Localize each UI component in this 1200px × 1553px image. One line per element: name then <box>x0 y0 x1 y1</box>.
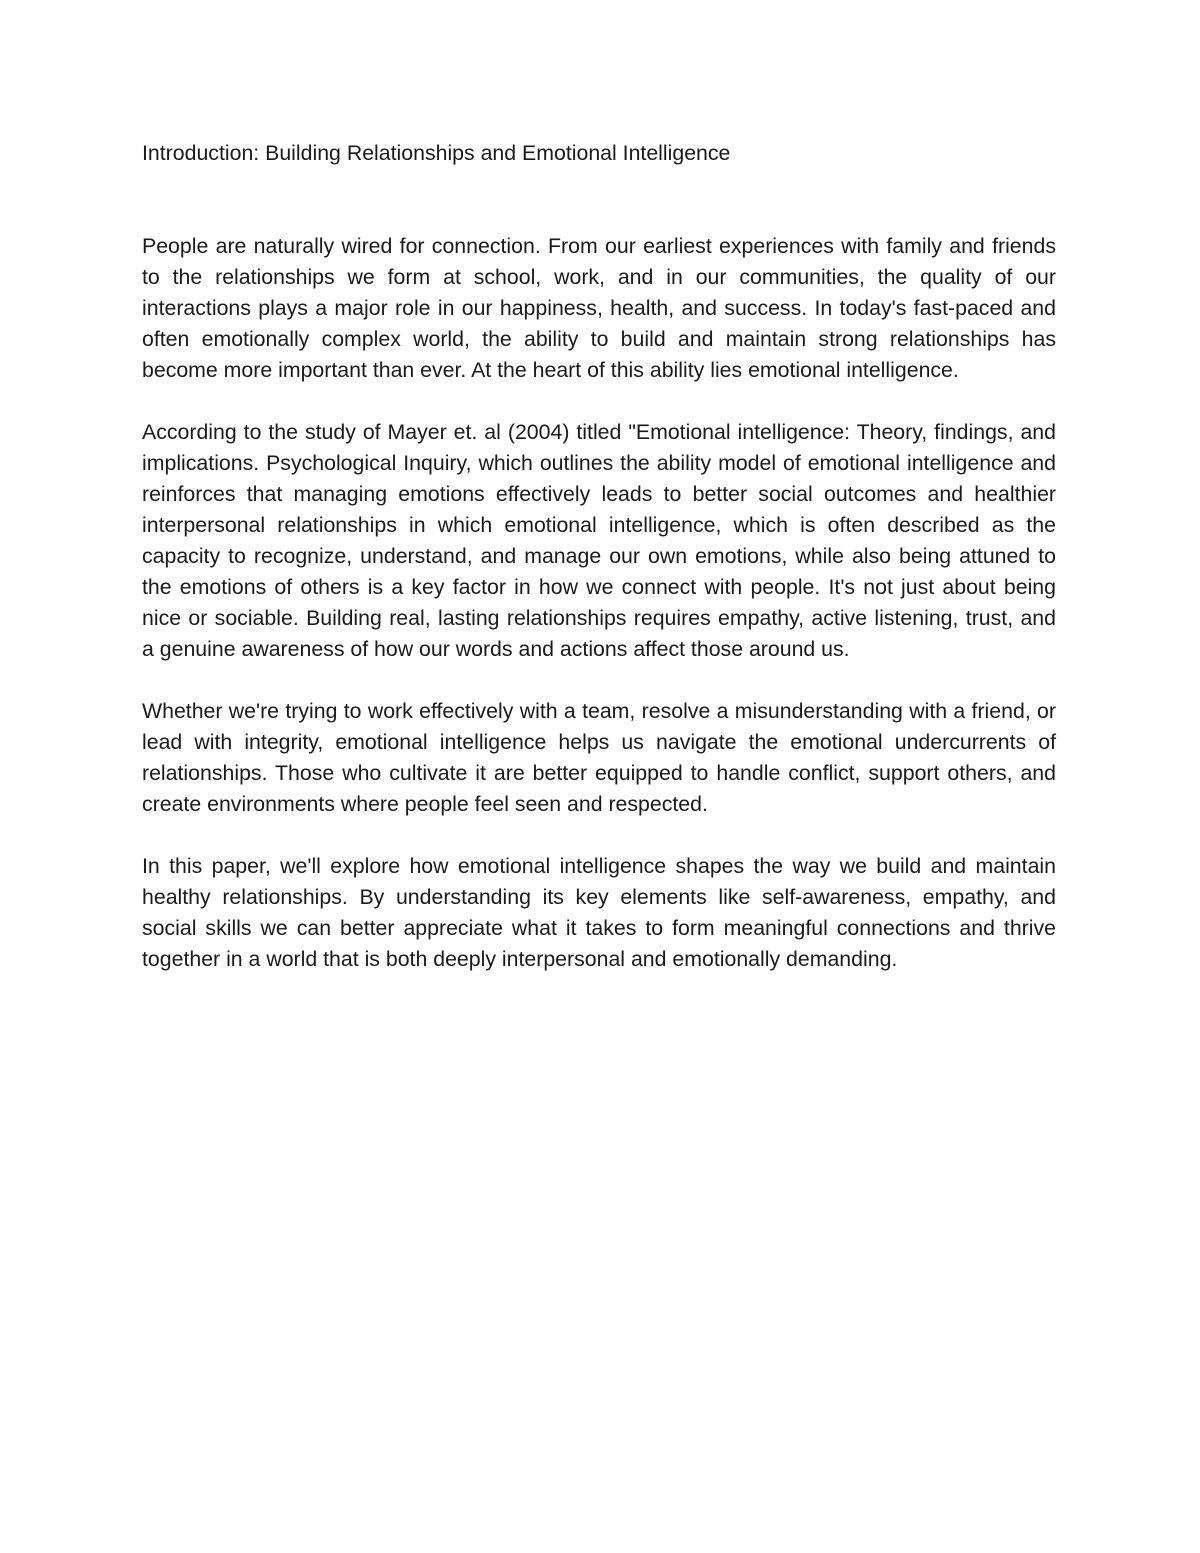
paragraph-2: According to the study of Mayer et. al (2004) titled "Emotional intelligence: Theory, findings, and implications. Psychological Inquiry, which outlines the ability model of emotional intelligence and reinforces that managing emotions effectively leads to better social outcomes and healthier interpersonal relationships in which emotional intelligence, which is often described as the capacity to recognize, understand, and manage our own emotions, while also being attuned to the emotions of others is a key factor in how we connect with people. It's not just about being nice or sociable. Building real, lasting relationships requires empathy, active listening, trust, and a genuine awareness of how our words and actions affect those around us. <box>142 420 1056 661</box>
document-body <box>142 138 1056 1006</box>
paragraph-4: In this paper, we'll explore how emotional intelligence shapes the way we build and maintain healthy relationships. By understanding its key elements like self-awareness, empathy, and social skills we can better appreciate what it takes to form meaningful connections and thrive together in a world that is both deeply interpersonal and emotionally demanding. <box>142 854 1056 971</box>
paragraph-3: Whether we're trying to work effectively with a team, resolve a misunderstanding with a friend, or lead with integrity, emotional intelligence helps us navigate the emotional undercurrents of relationships. Those who cultivate it are better equipped to handle conflict, support others, and create environments where people feel seen and respected. <box>142 699 1056 816</box>
document-title: Introduction: Building Relationships and Emotional Intelligence <box>142 141 731 165</box>
paragraph-1: People are naturally wired for connection. From our earliest experiences with family and friends to the relationships we form at school, work, and in our communities, the quality of our interactions plays a major role in our happiness, health, and success. In today's fast-paced and often emotionally complex world, the ability to build and maintain strong relationships has become more important than ever. At the heart of this ability lies emotional intelligence. <box>142 234 1056 382</box>
